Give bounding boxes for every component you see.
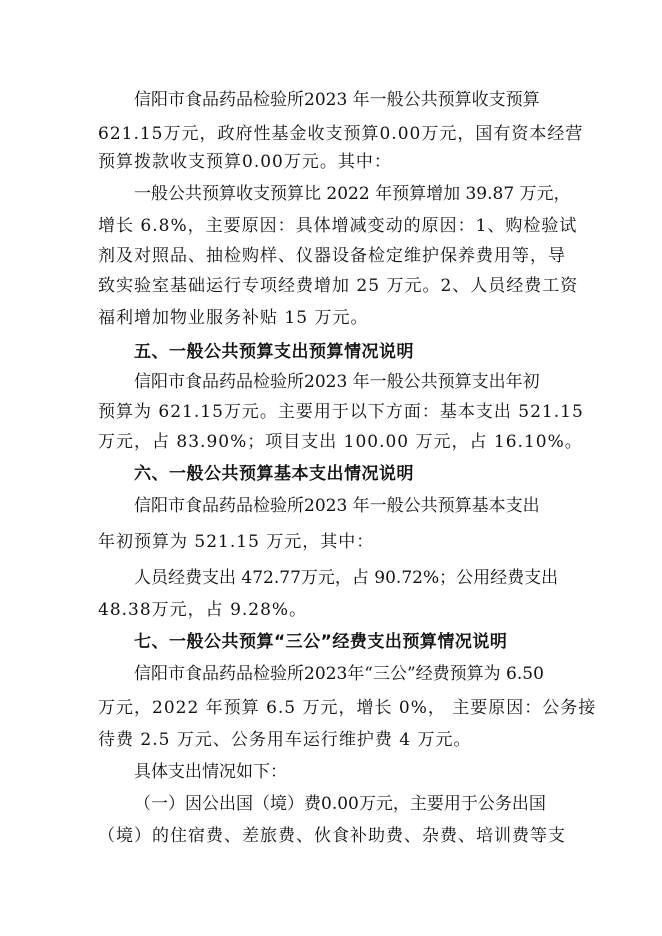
text-line: 一般公共预算收支预算比 2022 年预算增加 39.87 万元， [134,184,571,204]
text-line: 福利增加物业服务补贴 15 万元。 [98,308,369,328]
text-line: 剂及对照品、抽检购样、仪器设备检定维护保养费用等，导 [98,246,566,266]
text-line: 具体支出情况如下： [134,762,287,782]
text-line: 预算拨款收支预算0.00万元。其中： [98,152,392,172]
text-line: 万元，2022 年预算 6.5 万元，增长 0%， 主要原因：公务接 [98,698,597,718]
text-line: 信阳市食品药品检验所2023 年一般公共预算收支预算 [134,90,540,110]
section-heading: 七、一般公共预算“三公”经费支出预算情况说明 [134,632,508,652]
text-line: 年初预算为 521.15 万元，其中： [98,532,375,552]
text-line: 信阳市食品药品检验所2023 年一般公共预算支出年初 [134,372,540,392]
text-line: 人员经费支出 472.77万元，占 90.72%；公用经费支出 [134,568,559,588]
text-line: 621.15万元，政府性基金收支预算0.00万元，国有资本经营 [98,124,584,144]
text-line: 信阳市食品药品检验所2023 年一般公共预算基本支出 [134,496,540,516]
text-line: 待费 2.5 万元、公务用车运行维护费 4 万元。 [98,730,472,750]
section-heading: 五、一般公共预算支出预算情况说明 [134,342,414,362]
text-line: 预算为 621.15万元。主要用于以下方面：基本支出 521.15 [98,402,584,422]
text-line: 信阳市食品药品检验所2023年“三公”经费预算为 6.50 [134,664,544,684]
text-line: （境）的住宿费、差旅费、伙食补助费、杂费、培训费等支 [98,826,566,846]
section-heading: 六、一般公共预算基本支出情况说明 [134,464,414,484]
text-line: 致实验室基础运行专项经费增加 25 万元。2、人员经费工资 [98,276,579,296]
text-line: （一）因公出国（境）费0.00万元，主要用于公务出国 [134,794,546,814]
text-line: 48.38万元，占 9.28%。 [98,600,308,620]
text-line: 万元，占 83.90%；项目支出 100.00 万元，占 16.10%。 [98,432,583,452]
text-line: 增长 6.8%，主要原因：具体增减变动的原因：1、购检验试 [98,216,578,236]
